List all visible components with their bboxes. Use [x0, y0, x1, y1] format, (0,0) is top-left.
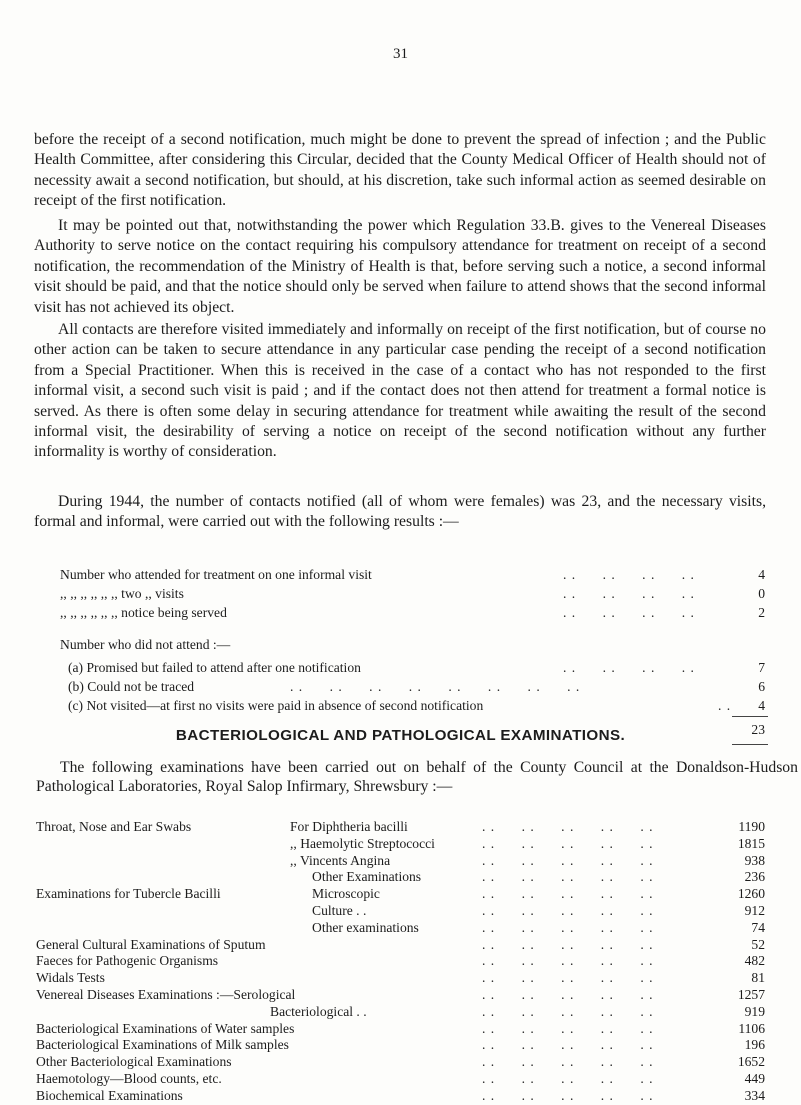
exam-value: 1260: [737, 886, 765, 902]
exam-leader-dots: . . . . . . . . . .: [482, 987, 654, 1002]
exam-value: 1190: [738, 819, 765, 834]
exam-item-label: Other examinations: [312, 919, 419, 935]
exam-row: [0, 885, 801, 903]
exam-item-label: ,, Vincents Angina: [290, 852, 391, 868]
not-attended-value: 4: [758, 698, 765, 713]
exam-group-label: Examinations for Tubercle Bacilli: [36, 886, 221, 902]
exam-value: 1257: [737, 987, 765, 1002]
not-attended-heading-row: [0, 636, 801, 654]
exam-leader-dots: . . . . . . . . . .: [482, 1020, 654, 1036]
exam-group-label: Throat, Nose and Ear Swabs: [36, 819, 192, 834]
exam-item-label: ,, Haemolytic Streptococci: [290, 835, 435, 851]
attended-value: 2: [758, 605, 765, 620]
exam-row: [0, 868, 801, 886]
exam-row: [0, 919, 801, 937]
paragraph-2: It may be pointed out that, notwithstanding the power which Regulation 33.B. gives to the Venereal Diseases Authority to serve notice on the contact requiring his compulsory attendance for treatment on receipt of a second notification, the recommendation of the Ministry of Health is that, before serving such a notice, a second informal visit should be paid, and that the notice should only be served when failure to attend shows that the second informal visit has not achieved its object.: [34, 217, 766, 316]
paragraph-1: before the receipt of a second notification, much might be done to prevent the spread of infection ; and the Public Health Committee, after considering this Circular, decided that the County Medical Officer of Health should not of necessity await a second notification, but should, at his discretion, take such informal action as seemed desirable on receipt of the first notification.: [34, 131, 766, 210]
exam-group-label: Biochemical Examinations: [36, 1087, 183, 1103]
exam-value: 912: [744, 903, 765, 918]
attended-row: ,, ,, ,, ,, ,, ,, two ,, visits . . . . . . . . 0: [60, 586, 765, 601]
exam-leader-dots: . . . . . . . . . .: [482, 970, 654, 986]
exam-row: [0, 902, 801, 920]
exam-group-label: Bacteriological Examinations of Milk samples: [36, 1037, 289, 1053]
exam-leader-dots: . . . . . . . . . .: [482, 903, 654, 918]
exam-leader-dots: . . . . . . . . . .: [482, 936, 654, 952]
exam-leader-dots: . . . . . . . . . .: [482, 1003, 654, 1019]
exam-value: 334: [744, 1087, 765, 1103]
exam-leader-dots: . . . . . . . . . .: [482, 835, 654, 851]
exam-leader-dots: . . . . . . . . . .: [482, 1054, 654, 1070]
exam-group-label: General Cultural Examinations of Sputum: [36, 936, 266, 952]
exam-row: [0, 1070, 801, 1088]
not-attended-row: (c) Not visited—at first no visits were paid in absence of second notification . . 4: [68, 698, 765, 713]
exam-row: [0, 952, 801, 970]
exam-group-label: Faeces for Pathogenic Organisms: [36, 953, 219, 969]
page-number: 31: [393, 46, 408, 62]
exam-leader-dots: . . . . . . . . . .: [482, 1037, 654, 1053]
exam-value: 81: [751, 970, 765, 986]
exam-leader-dots: . . . . . . . . . .: [482, 1087, 654, 1103]
exam-group-label: Venereal Diseases Examinations :—Serological: [36, 987, 296, 1002]
exam-value: 919: [744, 1003, 765, 1019]
exam-value: 236: [744, 869, 765, 885]
exam-value: 1652: [737, 1054, 765, 1070]
attended-value: 4: [758, 567, 765, 582]
exam-leader-dots: . . . . . . . . . .: [482, 919, 654, 935]
exam-row: [0, 969, 801, 987]
exam-item-label: For Diphtheria bacilli: [290, 819, 408, 834]
exam-value: 1815: [737, 835, 765, 851]
exam-value: 938: [744, 852, 765, 868]
exam-group-label: Haemotology—Blood counts, etc.: [36, 1071, 222, 1086]
exam-item-label: Other Examinations: [312, 869, 422, 885]
exam-row: [0, 1087, 801, 1105]
not-attended-row: (a) Promised but failed to attend after one notification . . . . . . . . 7: [68, 660, 765, 675]
exam-value: 74: [751, 919, 765, 935]
exam-leader-dots: . . . . . . . . . .: [482, 852, 654, 868]
exam-group-label: Bacteriological Examinations of Water samples: [36, 1020, 295, 1036]
exam-value: 1106: [738, 1020, 765, 1036]
exam-item-label: Culture . .: [312, 903, 367, 918]
exam-item-label: Bacteriological . .: [270, 1003, 367, 1019]
attended-label: ,, ,, ,, ,, ,, ,, notice being served: [60, 605, 227, 620]
not-attended-value: 6: [758, 679, 765, 694]
exam-row: [0, 936, 801, 954]
exam-row: [0, 835, 801, 853]
exam-value: 482: [744, 953, 765, 969]
exam-leader-dots: . . . . . . . . . .: [482, 1071, 654, 1086]
attended-row: ,, ,, ,, ,, ,, ,, notice being served . . . . . . . . 2: [60, 605, 765, 620]
exam-value: 449: [744, 1071, 765, 1086]
attended-label: ,, ,, ,, ,, ,, ,, two ,, visits: [60, 586, 184, 601]
exam-row: [0, 1003, 801, 1021]
paragraph-4: During 1944, the number of contacts notified (all of whom were females) was 23, and the necessary visits, formal and informal, were carried out with the following results :—: [34, 493, 766, 531]
exam-row: [0, 852, 801, 870]
attended-label: Number who attended for treatment on one informal visit: [60, 567, 372, 582]
exam-leader-dots: . . . . . . . . . .: [482, 886, 654, 902]
not-attended-row: (b) Could not be traced . . . . . . . . . . . . . . . . 6: [68, 679, 765, 694]
total-rule-bottom: [732, 744, 768, 745]
not-attended-label: (b) Could not be traced: [68, 679, 195, 694]
exam-leader-dots: . . . . . . . . . .: [482, 819, 654, 834]
exam-leader-dots: . . . . . . . . . .: [482, 869, 654, 885]
attended-row: Number who attended for treatment on one informal visit . . . . . . . . 4: [60, 567, 765, 582]
not-attended-value: 7: [758, 660, 765, 675]
exam-row: [0, 1053, 801, 1071]
attended-value: 0: [758, 586, 765, 601]
exam-group-label: Widals Tests: [36, 970, 105, 986]
total-rule-top: [732, 716, 768, 717]
not-attended-label: (a) Promised but failed to attend after one notification: [68, 660, 361, 675]
exam-value: 196: [744, 1037, 765, 1053]
section-heading: BACTERIOLOGICAL AND PATHOLOGICAL EXAMINATIONS.: [175, 727, 626, 744]
exam-row: [0, 1036, 801, 1054]
exam-group-label: Other Bacteriological Examinations: [36, 1054, 232, 1070]
not-attended-label: (c) Not visited—at first no visits were paid in absence of second notification: [68, 698, 484, 713]
not-attended-total: 23: [751, 722, 765, 737]
not-attended-heading: Number who did not attend :—: [60, 637, 231, 652]
exam-row: [0, 1020, 801, 1038]
section-intro: The following examinations have been carried out on behalf of the County Council at the Donaldson-Hudson Pathological Laboratories, Royal Salop Infirmary, Shrewsbury :—: [36, 759, 798, 795]
exam-row: [0, 986, 801, 1004]
exam-value: 52: [751, 936, 765, 952]
exam-row: [0, 818, 801, 836]
exam-item-label: Microscopic: [312, 886, 380, 902]
paragraph-3: All contacts are therefore visited immediately and informally on receipt of the first notification, but of course no other action can be taken to secure attendance in any particular case pending the receipt of a second notification from a Special Practitioner. When this is received in the case of a contact who has not responded to the first informal visit, a second such visit is paid ; and if the contact does not then attend for treatment a formal notice is served. As there is often some delay in securing attendance for treatment while awaiting the result of the second informal visit, the desirability of serving a notice on receipt of the second notification without any further informality is worthy of consideration.: [34, 321, 766, 461]
exam-leader-dots: . . . . . . . . . .: [482, 953, 654, 969]
